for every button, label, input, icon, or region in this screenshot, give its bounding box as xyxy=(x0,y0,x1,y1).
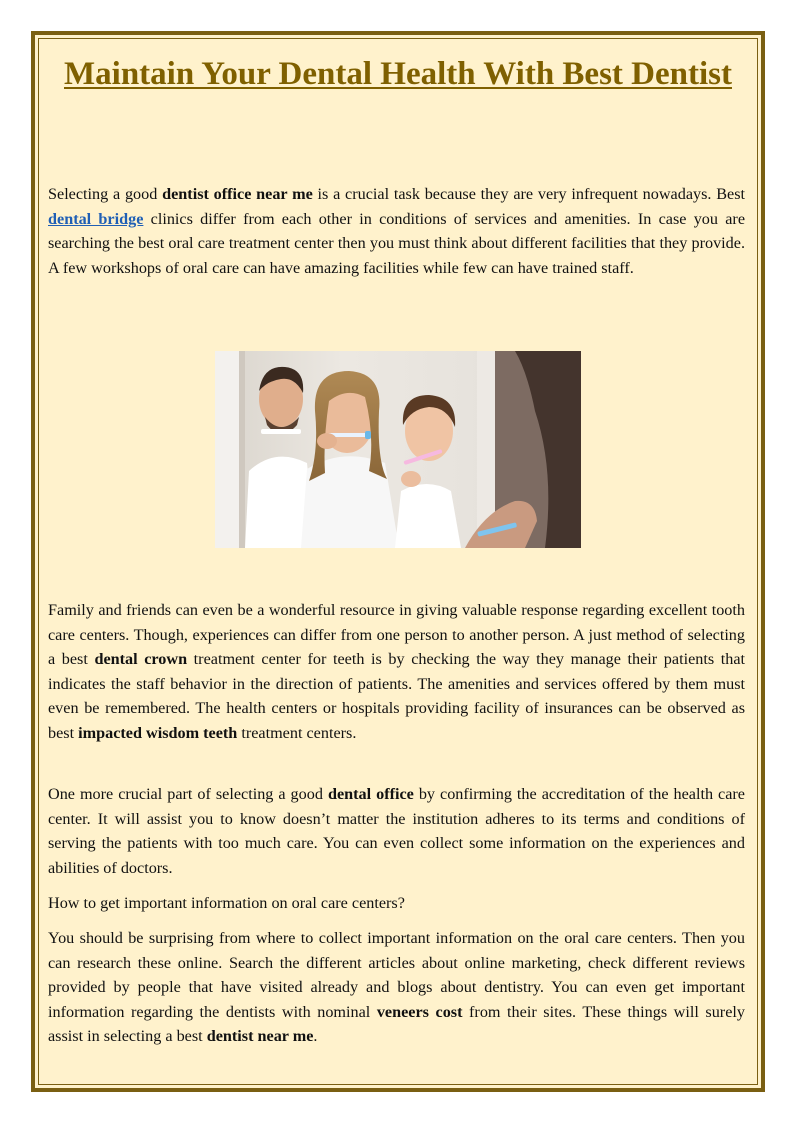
paragraph-accreditation xyxy=(48,782,745,880)
keyword-dentist-office-near-me: dentist office near me xyxy=(162,185,313,203)
text: How to get important information on oral care centers? xyxy=(48,894,405,912)
link-dental-bridge[interactable]: dental bridge xyxy=(48,209,144,228)
text: treatment centers. xyxy=(237,723,357,742)
text: clinics differ from each other in conditions of services and amenities. In case you are searching the best oral care treatment center then you must think about different facilities that they provide. A few workshops of oral care can have amazing facilities while few can have trained staff. xyxy=(48,209,745,277)
text: treatment center for teeth is by checking the way they manage their patients that indicates the staff behavior in the direction of patients. The amenities and services offered by them must even be remembered. The health centers or hospitals providing facility of insurances can be observed as best xyxy=(48,650,746,742)
paragraph-subheading-question xyxy=(48,891,745,916)
family-brushing-teeth-photo xyxy=(215,351,581,548)
page-title: Maintain Your Dental Health With Best Dentist xyxy=(64,56,732,92)
text: from their sites. These things will surely assist in selecting a best xyxy=(48,1002,745,1046)
text: by confirming the accreditation of the health care center. It will assist you to know doesn’t matter the institution adheres to its terms and conditions of serving the patients with too much care. You can even collect some information on the experiences and abilities of doctors. xyxy=(48,785,745,877)
keyword-dentist-near-me: dentist near me xyxy=(206,1027,314,1046)
keyword-impacted-wisdom-teeth: impacted wisdom teeth xyxy=(78,723,238,742)
keyword-veneers-cost: veneers cost xyxy=(376,1002,463,1021)
text: . xyxy=(313,1027,318,1046)
page-border-frame xyxy=(31,31,765,1092)
text: is a crucial task because they are very infrequent nowadays. Best xyxy=(312,185,745,203)
text: You should be surprising from where to collect important information on the oral care centers. Then you can research these online. Search the different articles about online marketing, check different reviews provided by people that have visited already and blogs about dentistry. You can even get important information regarding the dentists with nominal xyxy=(48,929,745,1021)
text: One more crucial part of selecting a good xyxy=(48,785,328,803)
keyword-dental-office: dental office xyxy=(327,785,414,803)
keyword-dental-crown: dental crown xyxy=(94,650,188,669)
paragraph-intro xyxy=(48,182,745,280)
text: Family and friends can even be a wonderful resource in giving valuable response regarding excellent tooth care centers. Though, experiences can differ from one person to another person. A just method of selecting a best xyxy=(48,601,745,669)
paragraph-family-friends xyxy=(48,598,745,746)
text: Selecting a good xyxy=(48,185,163,203)
paragraph-online-research xyxy=(48,926,745,1049)
